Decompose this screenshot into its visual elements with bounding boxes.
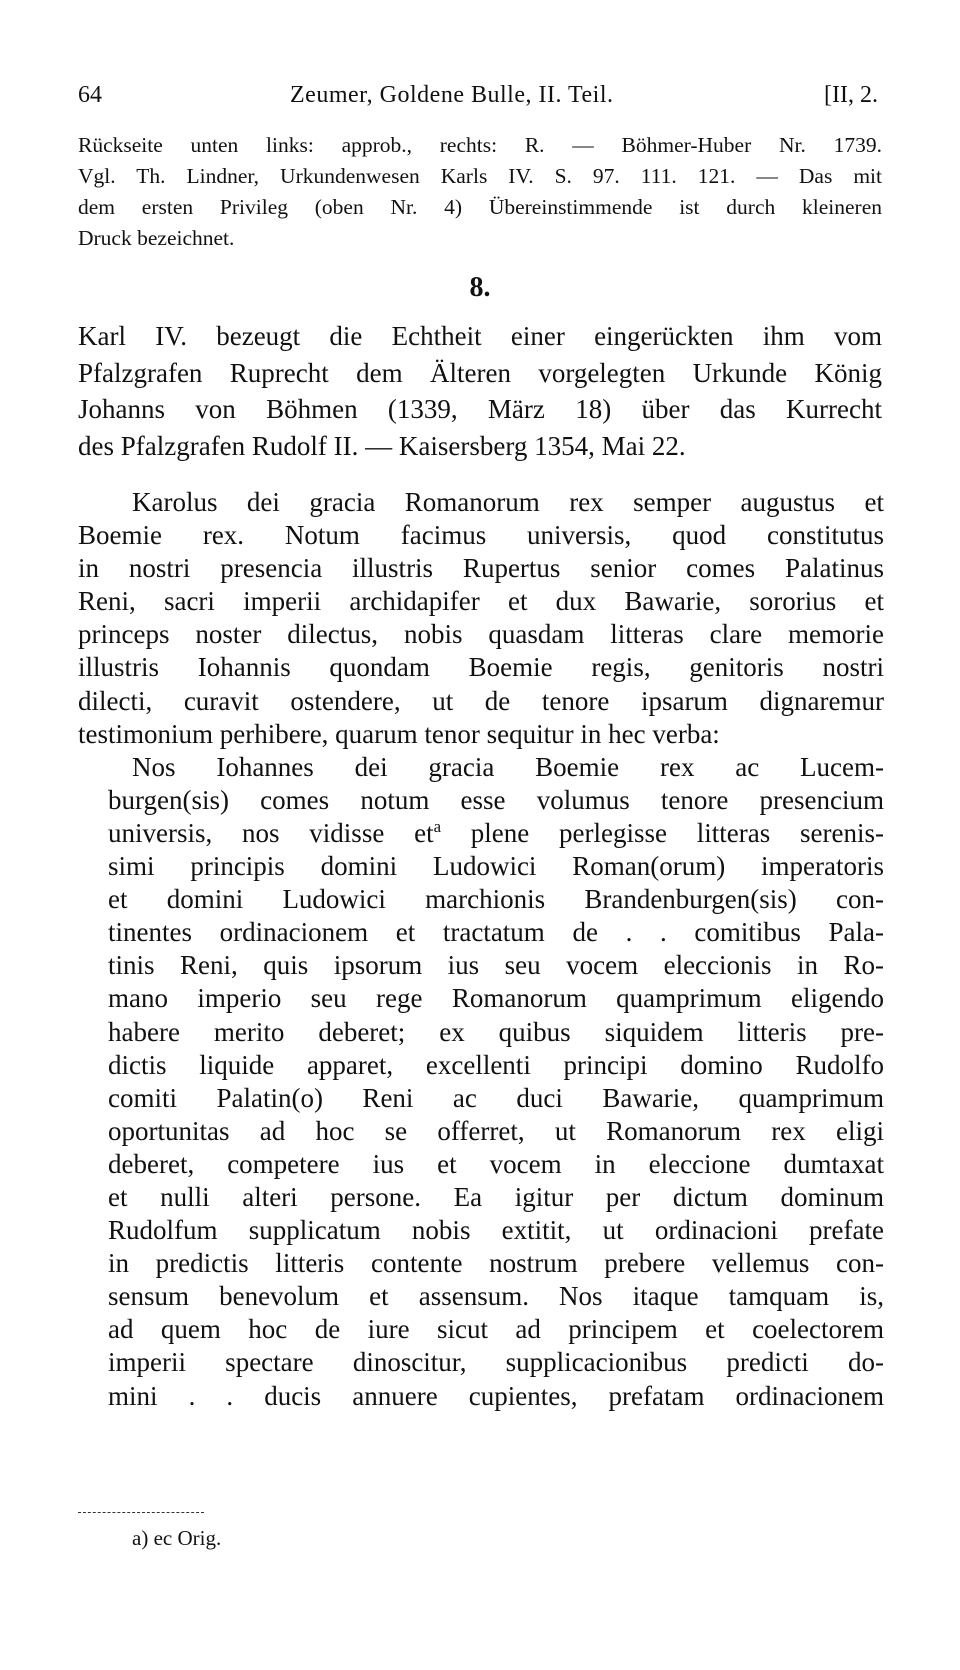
- footnote-marker: a: [433, 816, 442, 836]
- summary-line: des Pfalzgrafen Rudolf II. — Kaisersberg 1354, Mai 22.: [78, 430, 686, 461]
- text-line: princeps noster dilectus, nobis quasdam litteras clare memorie: [78, 619, 884, 650]
- section-reference: [II, 2.: [824, 82, 878, 108]
- document-summary: [78, 318, 882, 464]
- text-line: Rudolfum supplicatum nobis extitit, ut ordinacioni prefate: [108, 1215, 884, 1246]
- text-line: oportunitas ad hoc se offerret, ut Romanorum rex eligi: [108, 1115, 884, 1146]
- note-line: Vgl. Th. Lindner, Urkundenwesen Karls IV. S. 97. 111. 121. — Das mit: [78, 164, 882, 188]
- footnote-text: ec Orig.: [153, 1526, 222, 1550]
- page-number: 64: [78, 82, 102, 108]
- text-line: sensum benevolum et assensum. Nos itaque tamquam is,: [108, 1281, 884, 1312]
- summary-line: Johanns von Böhmen (1339, März 18) über das Kurrecht: [78, 394, 882, 424]
- text-line: mano imperio seu rege Romanorum quamprimum eligendo: [108, 983, 884, 1014]
- text-line: Reni, sacri imperii archidapifer et dux Bawarie, sororius et: [78, 586, 884, 617]
- text-line: Nos Iohannes dei gracia Boemie rex ac Lucem-: [132, 751, 884, 782]
- text-line: tinis Reni, quis ipsorum ius seu vocem eleccionis in Ro-: [108, 950, 884, 981]
- text-line: comiti Palatin(o) Reni ac duci Bawarie, quamprimum: [108, 1082, 884, 1113]
- text-line: testimonium perhibere, quarum tenor sequitur in hec verba:: [78, 718, 720, 749]
- text-line: tinentes ordinacionem et tractatum de . . comitibus Pala-: [108, 917, 884, 948]
- note-line: Druck bezeichnet.: [78, 226, 235, 250]
- text-line: et domini Ludowici marchionis Brandenburgen(sis) con-: [108, 884, 884, 915]
- text-line: in nostri presencia illustris Rupertus senior comes Palatinus: [78, 553, 884, 584]
- footnote-divider: [78, 1512, 204, 1513]
- text-line: ad quem hoc de iure sicut ad principem et coelectorem: [108, 1314, 884, 1345]
- text-line: mini . . ducis annuere cupientes, prefatam ordinacionem: [108, 1380, 884, 1411]
- text-line: in predictis litteris contente nostrum prebere vellemus con-: [108, 1248, 884, 1279]
- text-fragment: universis, nos vidisse et: [108, 817, 434, 848]
- text-line: Boemie rex. Notum facimus universis, quod constitutus: [78, 520, 884, 551]
- footnote-label: a): [132, 1526, 149, 1550]
- footnote: [132, 1526, 221, 1551]
- text-line: dilecti, curavit ostendere, ut de tenore ipsarum dignaremur: [78, 685, 884, 716]
- summary-line: Pfalzgrafen Ruprecht dem Älteren vorgelegten Urkunde König: [78, 357, 882, 388]
- note-line: dem ersten Privileg (oben Nr. 4) Übereinstimmende ist durch kleineren: [78, 195, 882, 219]
- text-line: illustris Iohannis quondam Boemie regis, genitoris nostri: [78, 652, 884, 683]
- archival-note: [78, 130, 882, 254]
- text-line: imperii spectare dinoscitur, supplicacionibus predicti do-: [108, 1347, 884, 1378]
- running-head: [78, 82, 878, 116]
- text-line: simi principis domini Ludowici Roman(orum) imperatoris: [108, 851, 884, 882]
- document-number: 8.: [469, 272, 491, 303]
- running-title: Zeumer, Goldene Bulle, II. Teil.: [290, 82, 614, 108]
- text-line: deberet, competere ius et vocem in eleccione dumtaxat: [108, 1148, 884, 1179]
- text-line: habere merito deberet; ex quibus siquidem litteris pre-: [108, 1016, 884, 1047]
- text-line: dictis liquide apparet, excellenti principi domino Rudolfo: [108, 1049, 884, 1080]
- summary-line: Karl IV. bezeugt die Echtheit einer eingerückten ihm vom: [78, 321, 882, 351]
- text-fragment: plene perlegisse litteras serenis-: [470, 817, 884, 848]
- text-line: burgen(sis) comes notum esse volumus tenore presencium: [108, 784, 884, 815]
- text-line: [78, 817, 884, 850]
- text-line: et nulli alteri persone. Ea igitur per dictum dominum: [108, 1181, 884, 1212]
- text-line: Karolus dei gracia Romanorum rex semper augustus et: [132, 487, 884, 517]
- document-text: [78, 486, 884, 1413]
- note-line: Rückseite unten links: approb., rechts: R. — Böhmer-Huber Nr. 1739.: [78, 133, 882, 157]
